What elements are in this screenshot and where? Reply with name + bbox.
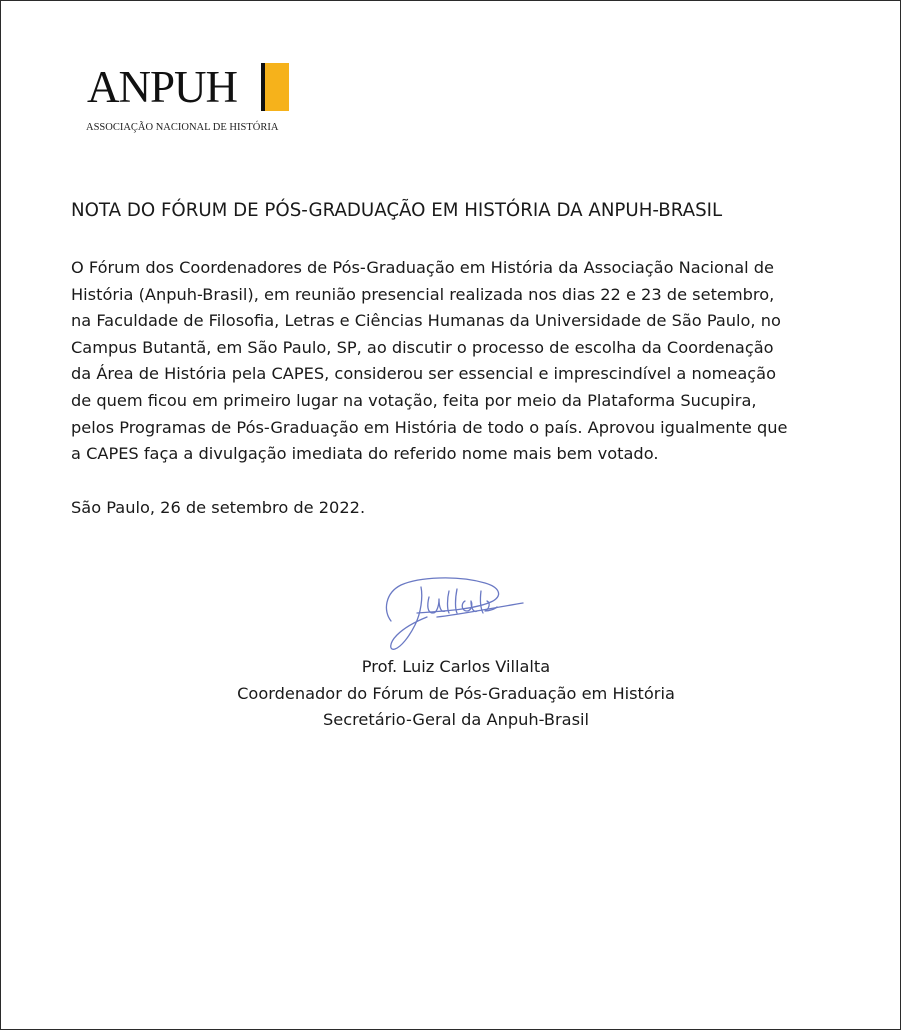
logo-mark bbox=[85, 61, 291, 115]
body-line: de quem ficou em primeiro lugar na votação, feita por meio da Plataforma Sucupira, bbox=[71, 390, 757, 410]
signatory-role-secretary: Secretário-Geral da Anpuh-Brasil bbox=[322, 710, 589, 729]
document-title: NOTA DO FÓRUM DE PÓS-GRADUAÇÃO EM HISTÓRIA DA ANPUH-BRASIL bbox=[71, 200, 723, 221]
body-line: da Área de História pela CAPES, considerou ser essencial e imprescindível a nomeação bbox=[71, 364, 777, 384]
logo-subtitle: ASSOCIAÇÃO NACIONAL DE HISTÓRIA bbox=[86, 122, 279, 133]
signatory-name: Prof. Luiz Carlos Villalta bbox=[361, 657, 551, 676]
body-line: a CAPES faça a divulgação imediata do referido nome mais bem votado. bbox=[71, 444, 659, 464]
handwritten-signature-icon bbox=[377, 573, 527, 653]
document-body bbox=[71, 255, 847, 468]
body-line: na Faculdade de Filosofia, Letras e Ciências Humanas da Universidade de São Paulo, no bbox=[71, 311, 781, 331]
signatory-role-forum: Coordenador do Fórum de Pós-Graduação em História bbox=[237, 683, 675, 703]
logo-yellow-block bbox=[265, 63, 289, 111]
body-line: Campus Butantã, em São Paulo, SP, ao discutir o processo de escolha da Coordenação bbox=[71, 337, 774, 357]
signatory-block bbox=[151, 654, 761, 734]
document-date: São Paulo, 26 de setembro de 2022. bbox=[71, 498, 366, 517]
body-line: História (Anpuh-Brasil), em reunião presencial realizada nos dias 22 e 23 de setembro, bbox=[71, 284, 775, 304]
anpuh-logo bbox=[85, 61, 295, 141]
logo-wordmark: ANPUH bbox=[87, 62, 238, 112]
body-line: pelos Programas de Pós-Graduação em História de todo o país. Aprovou igualmente que bbox=[71, 417, 788, 437]
body-line: O Fórum dos Coordenadores de Pós-Graduação em História da Associação Nacional de bbox=[71, 258, 775, 277]
